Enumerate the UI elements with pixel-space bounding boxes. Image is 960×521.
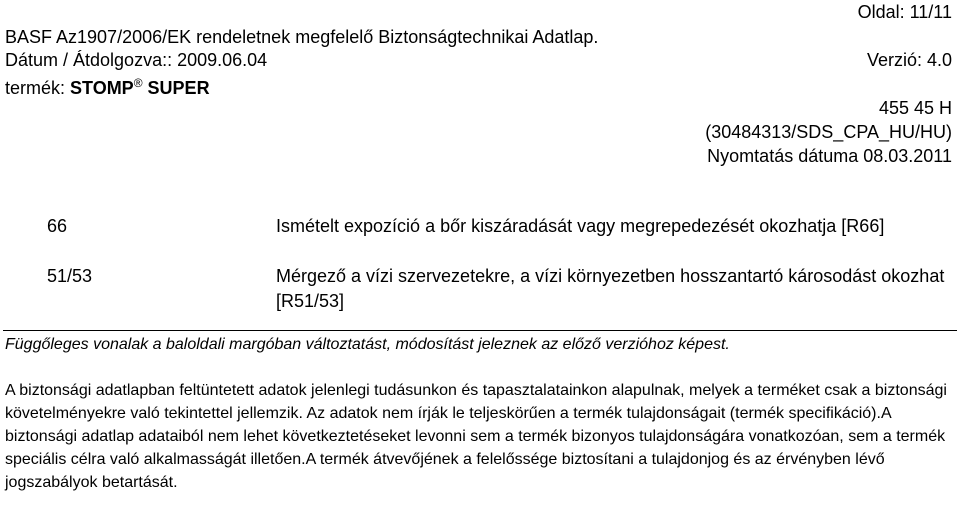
r-phrase-text: Ismételt expozíció a bőr kiszáradását vagy megrepedezését okozhatja [R66]: [276, 216, 885, 236]
product-line: [5, 73, 210, 98]
r-phrase-text: Mérgező a vízi szervezetekre, a vízi környezetben hosszantartó károsodást okozhat [R51/53]: [276, 266, 945, 311]
divider: [3, 330, 957, 331]
r-phrase-code: 66: [47, 216, 68, 236]
product-suffix: SUPER: [142, 78, 210, 98]
r-phrase-row: [47, 264, 92, 289]
page-number: Oldal: 11/11: [857, 2, 952, 22]
product-prefix: termék:: [5, 78, 71, 98]
vertical-lines-note: Függőleges vonalak a baloldali margóban változtatást, módosítást jeleznek az előző verzióhoz képest.: [5, 336, 730, 353]
product-code: 455 45 H: [878, 98, 952, 118]
registered-mark: ®: [133, 76, 143, 90]
r-phrase-code: 51/53: [47, 266, 93, 286]
print-date: Nyomtatás dátuma 08.03.2011: [707, 146, 952, 166]
r-phrase-row: [47, 214, 67, 239]
header-title: BASF Az1907/2006/EK rendeletnek megfelelő Biztonságtechnikai Adatlap.: [5, 27, 599, 47]
product-name: STOMP: [70, 78, 134, 98]
disclaimer-paragraph: A biztonsági adatlapban feltüntetett adatok jelenlegi tudásunkon és tapasztalatainkon alapulnak, melyek a terméket csak a biztonsági követelményekre való tekintettel jellemzik. Az adatok nem írják le teljeskörűen a termék tulajdonságait (termék specifikáció).A biztonsági adatlap adataiból nem lehet következtetéseket levonni sem a termék bizonyos tulajdonságára vonatkozóan, sem a termék speciális célra való alkalmasságát illetően.A termék átvevőjének a felelőssége biztosítani a tulajdonjog és az érvényben lévő jogszabályok betartását.: [5, 382, 947, 491]
version: Verzió: 4.0: [866, 50, 952, 70]
revision-date: Dátum / Átdolgozva:: 2009.06.04: [5, 50, 268, 70]
sds-id: (30484313/SDS_CPA_HU/HU): [705, 122, 952, 142]
